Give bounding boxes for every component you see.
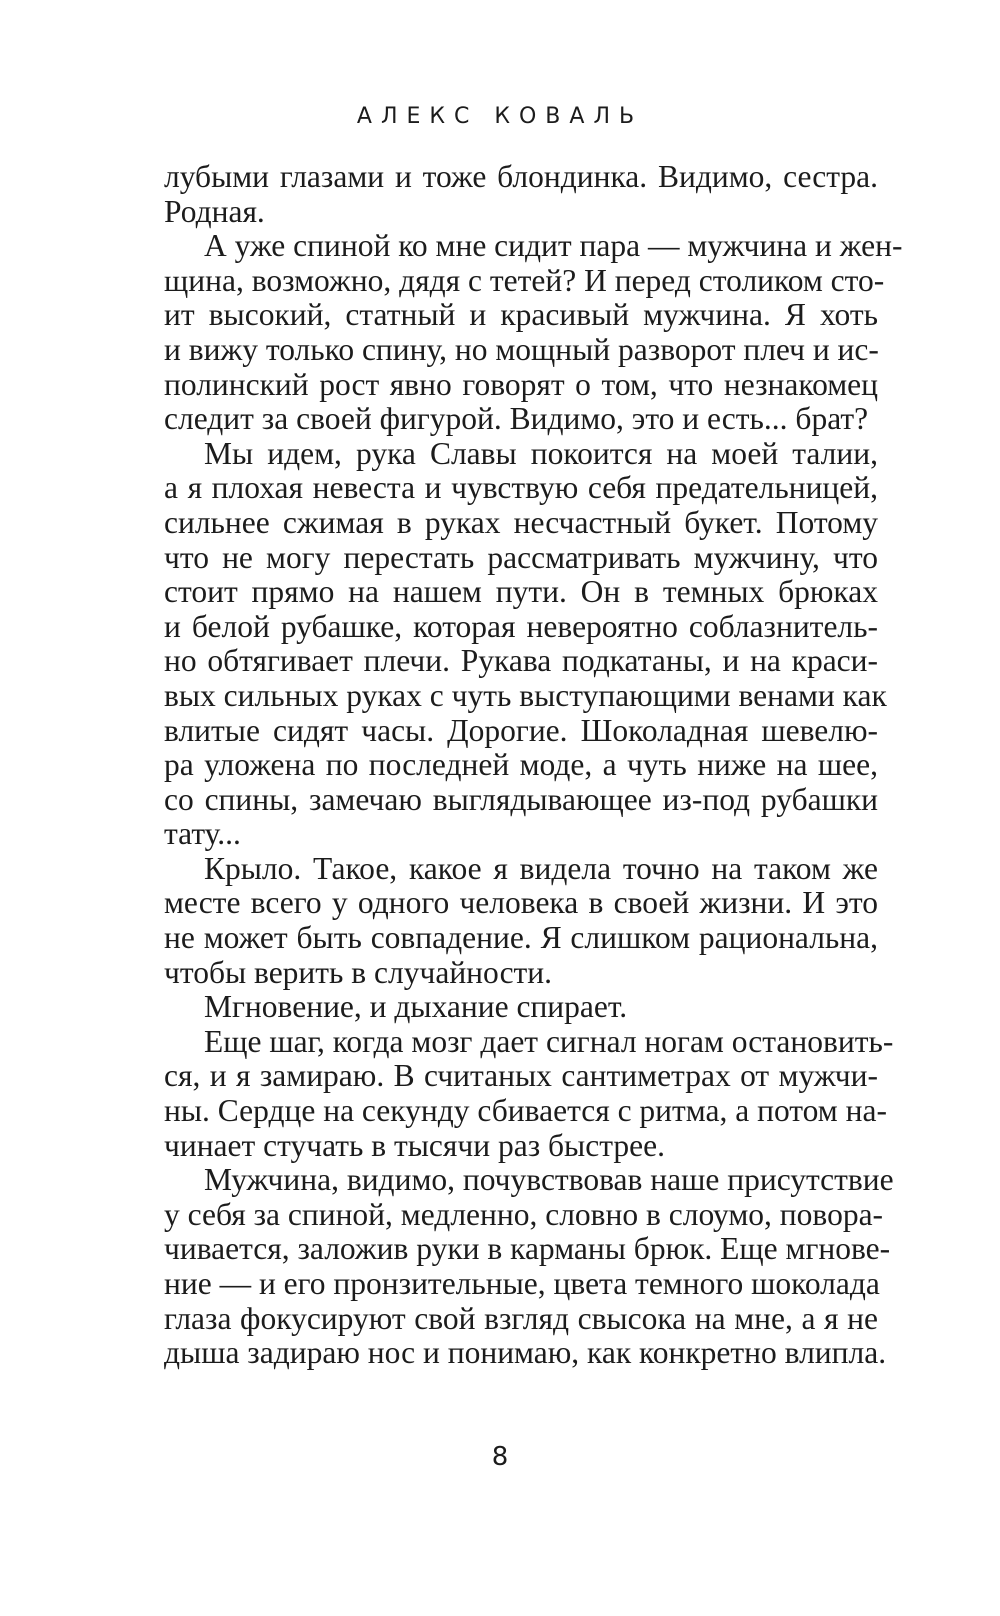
- text-line: полинский рост явно говорят о том, что незнакомец: [164, 366, 878, 402]
- text-line: а я плохая невеста и чувствую себя предательницей,: [164, 470, 878, 506]
- text-line: влитые сидят часы. Дорогие. Шоколадная шевелю-: [164, 712, 878, 748]
- text-line: глаза фокусируют свой взгляд свысока на мне, а я не: [164, 1300, 878, 1336]
- text-line: Родная.: [164, 193, 265, 229]
- text-line: тату...: [164, 816, 241, 852]
- text-line: ны. Сердце на секунду сбивается с ритма, а потом на-: [164, 1093, 887, 1129]
- page-number: 8: [491, 1442, 509, 1472]
- text-line: следит за своей фигурой. Видимо, это и есть... брат?: [164, 401, 869, 437]
- text-line: и вижу только спину, но мощный разворот плеч и ис-: [164, 331, 879, 367]
- text-line: что не могу перестать рассматривать мужчину, что: [164, 539, 878, 575]
- text-line: Мгновение, и дыхание спирает.: [204, 989, 628, 1025]
- text-line: лубыми глазами и тоже блондинка. Видимо, сестра.: [164, 159, 878, 194]
- text-line: чинает стучать в тысячи раз быстрее.: [164, 1127, 665, 1163]
- text-line: со спины, замечаю выглядывающее из-под рубашки: [164, 781, 878, 817]
- text-line: чтобы верить в случайности.: [164, 954, 553, 990]
- text-line: А уже спиной ко мне сидит пара — мужчина и жен-: [204, 228, 903, 264]
- text-line: Еще шаг, когда мозг дает сигнал ногам остановить-: [204, 1023, 894, 1059]
- text-line: месте всего у одного человека в своей жизни. И это: [164, 885, 878, 921]
- text-line: и белой рубашке, которая невероятно соблазнитель-: [164, 608, 878, 644]
- text-line: ние — и его пронзительные, цвета темного шоколада: [164, 1266, 880, 1301]
- text-line: Мы идем, рука Славы покоится на моей талии,: [204, 435, 878, 471]
- body-text: [164, 159, 903, 1371]
- text-line: стоит прямо на нашем пути. Он в темных брюках: [164, 574, 878, 610]
- text-line: дыша задираю нос и понимаю, как конкретно влипла.: [164, 1335, 887, 1371]
- running-head: АЛЕКС КОВАЛЬ: [356, 104, 644, 129]
- text-line: щина, возможно, дядя с тетей? И перед столиком сто-: [164, 262, 885, 298]
- text-line: Мужчина, видимо, почувствовав наше присутствие: [204, 1162, 894, 1198]
- text-line: не может быть совпадение. Я слишком рациональна,: [164, 920, 878, 956]
- text-line: чивается, заложив руки в карманы брюк. Еще мгнове-: [164, 1231, 891, 1267]
- text-line: ит высокий, статный и красивый мужчина. Я хоть: [164, 297, 878, 333]
- text-line: сильнее сжимая в руках несчастный букет. Потому: [164, 504, 878, 540]
- text-line: ра уложена по последней моде, а чуть ниже на шее,: [164, 747, 878, 783]
- text-line: у себя за спиной, медленно, словно в слоумо, повора-: [164, 1196, 884, 1232]
- text-line: вых сильных руках с чуть выступающими венами как: [164, 677, 887, 713]
- text-line: Крыло. Такое, какое я видела точно на таком же: [204, 850, 878, 886]
- text-line: но обтягивает плечи. Рукава подкатаны, и на краси-: [164, 643, 878, 679]
- text-line: ся, и я замираю. В считаных сантиметрах от мужчи-: [164, 1058, 878, 1094]
